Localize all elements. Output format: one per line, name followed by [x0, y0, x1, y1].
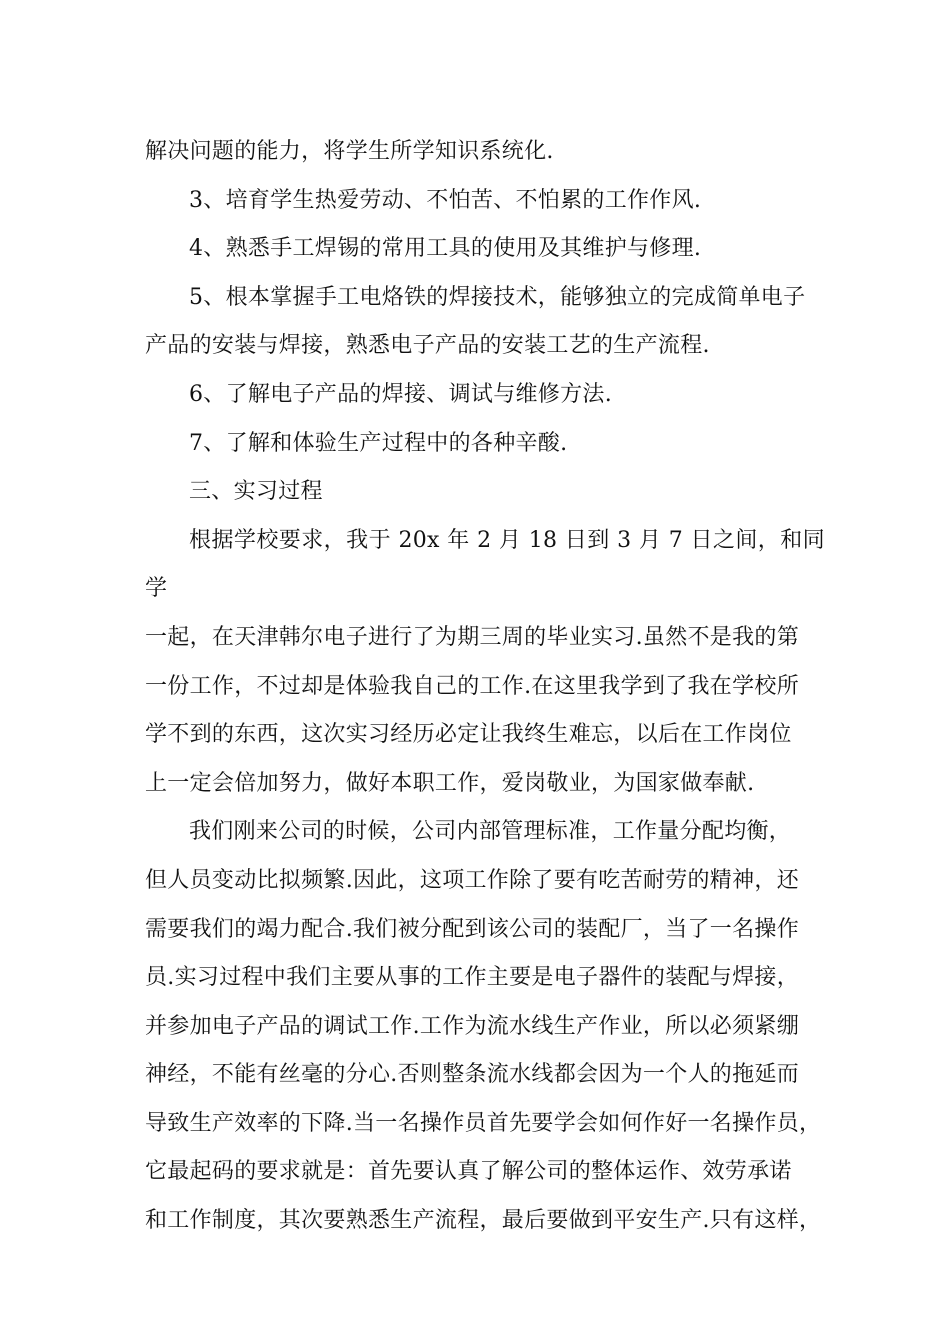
- paragraph-5: 6、了解电子产品的焊接、调试与维修方法.: [189, 381, 612, 407]
- paragraph-1: 解决问题的能力，将学生所学知识系统化.: [145, 139, 554, 164]
- paragraph-4: 5、根本掌握手工电烙铁的焊接技术，能够独立的完成简单电子 产品的安装与焊接，熟悉电子产品的安装工艺的生产流程.: [145, 284, 806, 359]
- paragraph-7: 根据学校要求，我于 20x 年 2 月 18 日到 3 月 7 日之间，和同学 一起，在天津韩尔电子进行了为期三周的毕业实习.虽然不是我的第 一份工作，不过却是体验我自己的工作.在这里我学到了我在学校所 学不到的东西，这次实习经历必定让我终生难忘，以后在工作岗位 上一定会倍加努力，做好本职工作，爱岗敬业，为国家做奉献.: [145, 527, 825, 796]
- document-body: [145, 128, 825, 1246]
- paragraph-2: 3、培育学生热爱劳动、不怕苦、不怕累的工作作风.: [189, 187, 702, 213]
- paragraph-3: 4、熟悉手工焊锡的常用工具的使用及其维护与修理.: [189, 236, 702, 262]
- paragraph-8: 我们刚来公司的时候，公司内部管理标准，工作量分配均衡， 但人员变动比拟频繁.因此，这项工作除了要有吃苦耐劳的精神，还 需要我们的竭力配合.我们被分配到该公司的装配厂，当了一名操作 员.实习过程中我们主要从事的工作主要是电子器件的装配与焊接， 并参加电子产品的调试工作.工作为流水线生产作业，所以必须紧绷 神经，不能有丝毫的分心.否则整条流水线都会因为一个人的拖延而 导致生产效率的下降.当一名操作员首先要学会如何作好一名操作员， 它最起码的要求就是：首先要认真了解公司的整体运作、效劳承诺 和工作制度，其次要熟悉生产流程，最后要做到平安生产.只有这样，: [145, 819, 822, 1234]
- section-heading: 三、实习过程: [189, 479, 323, 505]
- paragraph-6: 7、了解和体验生产过程中的各种辛酸.: [189, 430, 568, 456]
